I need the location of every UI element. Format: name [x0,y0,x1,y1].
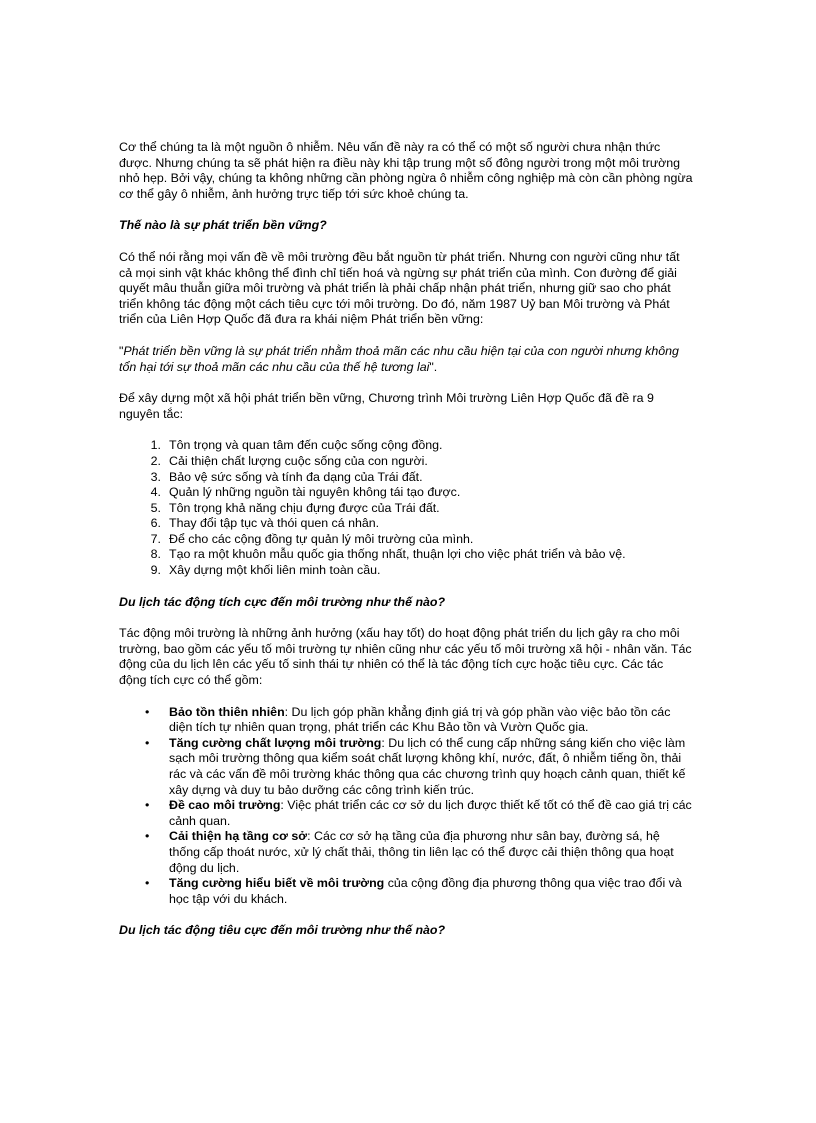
impact-text: của cộng đồng địa phương thông qua việc trao đổi và học tập với du khách. [169,876,682,906]
list-item: Tôn trọng và quan tâm đến cuộc sống cộng đồng. [169,438,443,453]
impact-term: Đề cao môi trường [169,798,281,813]
section-heading-negative-impact: Du lịch tác động tiêu cực đến môi trường như thế nào? [119,923,446,938]
impact-text: : Việc phát triển các cơ sở du lịch được thiết kế tốt có thể đề cao giá trị các cảnh quan. [169,798,692,828]
bullet-icon: • [145,798,150,813]
list-item: Bảo vệ sức sống và tính đa dạng của Trái đất. [169,469,423,484]
list-item [145,735,694,798]
bullet-icon: • [145,735,150,750]
list-item: Tạo ra một khuôn mẫu quốc gia thống nhất, thuận lợi cho việc phát triển và bảo vệ. [169,547,626,562]
impact-text: : Các cơ sở hạ tầng của địa phương như sân bay, đường sá, hệ thống cấp thoát nước, xử lý chất thải, thông tin liên lạc có thể được cải thiện thông qua hoạt động du lịch. [169,829,674,875]
section-heading-positive-impact: Du lịch tác động tích cực đến môi trường như thế nào? [119,594,446,609]
list-item: Thay đổi tập tục và thói quen cá nhân. [169,516,380,531]
document-page [119,140,694,955]
bullet-icon: • [145,704,150,719]
impact-text: : Du lịch có thể cung cấp những sáng kiến cho việc làm sạch môi trường thông qua kiểm soát chất lượng không khí, nước, đất, ô nhiễm tiếng ồn, thải rác và các vấn đề môi trường khác thông qua các chương trình quy hoạch cảnh quan, thiết kế xây dựng và duy tu bảo dưỡng các công trình kiến trúc. [169,735,686,797]
intro-paragraph: Cơ thể chúng ta là một nguồn ô nhiễm. Nêu vấn đề này ra có thể có một số người chưa nhận thức được. Nhưng chúng ta sẽ phát hiện ra điều này khi tập trung một số đông người trong một môi trường nhỏ hẹp. Bởi vậy, chúng ta không những cần phòng ngừa ô nhiễm công nghiệp mà còn cần phòng ngừa cơ thể gây ô nhiễm, ảnh hưởng trực tiếp tới sức khoẻ chúng ta. [119,140,693,201]
definition-quote [119,344,694,375]
quote-close-mark: ". [429,359,438,374]
impact-term: Cải thiện hạ tầng cơ sở [169,829,308,844]
list-item: Quản lý những nguồn tài nguyên không tái tạo được. [169,485,461,500]
impact-text: : Du lịch góp phần khẳng định giá trị và góp phần vào việc bảo tồn các diện tích tự nhiên quan trọng, phát triển các Khu Bảo tồn và Vườn Quốc gia. [169,704,671,735]
positive-impacts-list [119,705,694,908]
impact-term: Tăng cường hiểu biết về môi trường [169,876,385,891]
impact-term: Tăng cường chất lượng môi trường [169,735,382,750]
list-item: Cải thiện chất lượng cuộc sống của con người. [169,453,428,468]
sustainable-development-paragraph: Có thể nói rằng mọi vấn đề về môi trường đều bắt nguồn từ phát triển. Nhưng con người cũng như tất cả mọi sinh vật khác không thể đình chỉ tiến hoá và ngừng sự phát triển của mình. Con đường để giải quyết mâu thuẫn giữa môi trường và phát triển là phải chấp nhận phát triển, nhưng giữ sao cho phát triển không tác động một cách tiêu cực tới môi trường. Do đó, năm 1987 Uỷ ban Môi trường và Phát triển của Liên Hợp Quốc đã đưa ra khái niệm Phát triển bền vững: [119,249,680,327]
quote-text: Phát triển bền vững là sự phát triển nhằm thoả mãn các nhu cầu hiện tại của con người nhưng không tổn hại tới sự thoả mãn các nhu cầu của thế hệ tương lai [119,343,679,374]
list-item [145,704,694,736]
bullet-icon: • [145,876,150,891]
list-item: Xây dựng một khối liên minh toàn cầu. [169,563,381,578]
impact-term: Bảo tồn thiên nhiên [169,704,285,719]
principles-intro: Để xây dựng một xã hội phát triển bền vững, Chương trình Môi trường Liên Hợp Quốc đã đề ra 9 nguyên tắc: [119,391,654,421]
list-item: Để cho các cộng đồng tự quản lý môi trường của mình. [169,531,474,546]
list-item: Tôn trọng khả năng chịu đựng được của Trái đất. [169,500,440,515]
list-item [145,876,694,907]
section-heading-sustainable-development: Thế nào là sự phát triển bền vững? [119,218,327,233]
bullet-icon: • [145,829,150,844]
quote-open-mark: " [119,343,124,358]
principles-list [119,438,694,578]
list-item [145,798,694,829]
positive-impact-paragraph: Tác động môi trường là những ảnh hưởng (xấu hay tốt) do hoạt động phát triển du lịch gây ra cho môi trường, bao gồm các yếu tố môi trường tự nhiên cũng như các yếu tố môi trường xã hội - nhân văn. Tác động của du lịch lên các yếu tố sinh thái tự nhiên có thể là tác động tích cực hoặc tiêu cực. Các tác động tích cực có thể gồm: [119,626,692,688]
list-item [145,829,694,876]
